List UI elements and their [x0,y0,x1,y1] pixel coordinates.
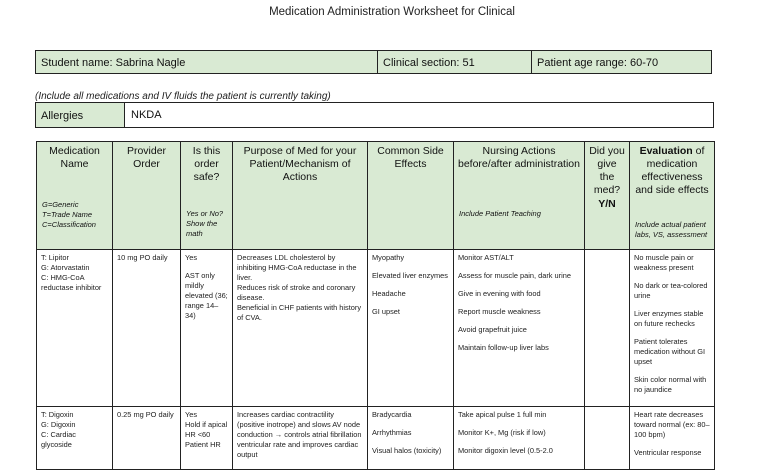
student-name: Student name: Sabrina Nagle [36,51,378,73]
medication-name-cell: T: Lipitor G: Atorvastatin C: HMG-CoA reductase inhibitor [37,250,113,407]
header-evaluation-sub: Include actual patient labs, VS, assessment [635,220,708,239]
student-info-bar [35,50,712,74]
clinical-section: Clinical section: 51 [378,51,532,73]
table-row [37,250,715,407]
header-provider-order: Provider Order [113,142,181,250]
header-did-you-give: Did you give the med? Y/N [585,142,630,250]
instruction-note: (Include all medications and IV fluids the patient is currently taking) [35,91,331,102]
header-evaluation: Evaluation of medication effectiveness and side effects Include actual patient labs, VS, assessment [630,142,715,250]
allergies-label: Allergies [36,103,125,127]
provider-order-cell: 10 mg PO daily [113,250,181,407]
gave-med-cell [585,406,630,469]
header-medication-name-sub: G=Generic T=Trade Name C=Classification [42,200,96,229]
header-nursing-actions: Nursing Actions before/after administration Include Patient Teaching [454,142,585,250]
header-nursing-actions-sub: Include Patient Teaching [459,209,541,218]
purpose-cell: Decreases LDL cholesterol by inhibiting HMG-CoA reductase in the liver. Reduces risk of stroke and coronary disease. Beneficial in CHF patients with history of CVA. [233,250,368,407]
side-effects-cell: Bradycardia Arrhythmias Visual halos (toxicity) [368,406,454,469]
header-purpose: Purpose of Med for your Patient/Mechanism of Actions [233,142,368,250]
evaluation-cell: No muscle pain or weakness present No dark or tea-colored urine Liver enzymes stable on future rechecks Patient tolerates medication without GI upset Skin color normal with no jaundice [630,250,715,407]
header-is-order-safe: Is this order safe? Yes or No? Show the math [181,142,233,250]
medication-name-cell: T: Digoxin G: Digoxin C: Cardiac glycoside [37,406,113,469]
purpose-cell: Increases cardiac contractility (positive inotrope) and slows AV node conduction → controls atrial fibrillation ventricular rate and improves cardiac output [233,406,368,469]
table-row [37,406,715,469]
worksheet-title: Medication Administration Worksheet for Clinical [269,6,515,18]
header-is-order-safe-sub: Yes or No? Show the math [186,209,224,238]
nursing-actions-cell: Monitor AST/ALT Assess for muscle pain, dark urine Give in evening with food Report muscle weakness Avoid grapefruit juice Maintain follow-up liver labs [454,250,585,407]
allergies-value: NKDA [131,109,162,121]
header-side-effects: Common Side Effects [368,142,454,250]
order-safe-cell: Yes Hold if apical HR <60 Patient HR [181,406,233,469]
side-effects-cell: Myopathy Elevated liver enzymes Headache GI upset [368,250,454,407]
evaluation-cell: Heart rate decreases toward normal (ex: 80–100 bpm) Ventricular response [630,406,715,469]
nursing-actions-cell: Take apical pulse 1 full min Monitor K+, Mg (risk if low) Monitor digoxin level (0.5-2.0 [454,406,585,469]
header-medication-name: Medication Name G=Generic T=Trade Name C=Classification [37,142,113,250]
medication-table [36,141,715,470]
provider-order-cell: 0.25 mg PO daily [113,406,181,469]
gave-med-cell [585,250,630,407]
patient-age-range: Patient age range: 60-70 [537,57,659,69]
allergies-bar [35,102,714,128]
order-safe-cell: Yes AST only mildly elevated (36; range 14–34) [181,250,233,407]
